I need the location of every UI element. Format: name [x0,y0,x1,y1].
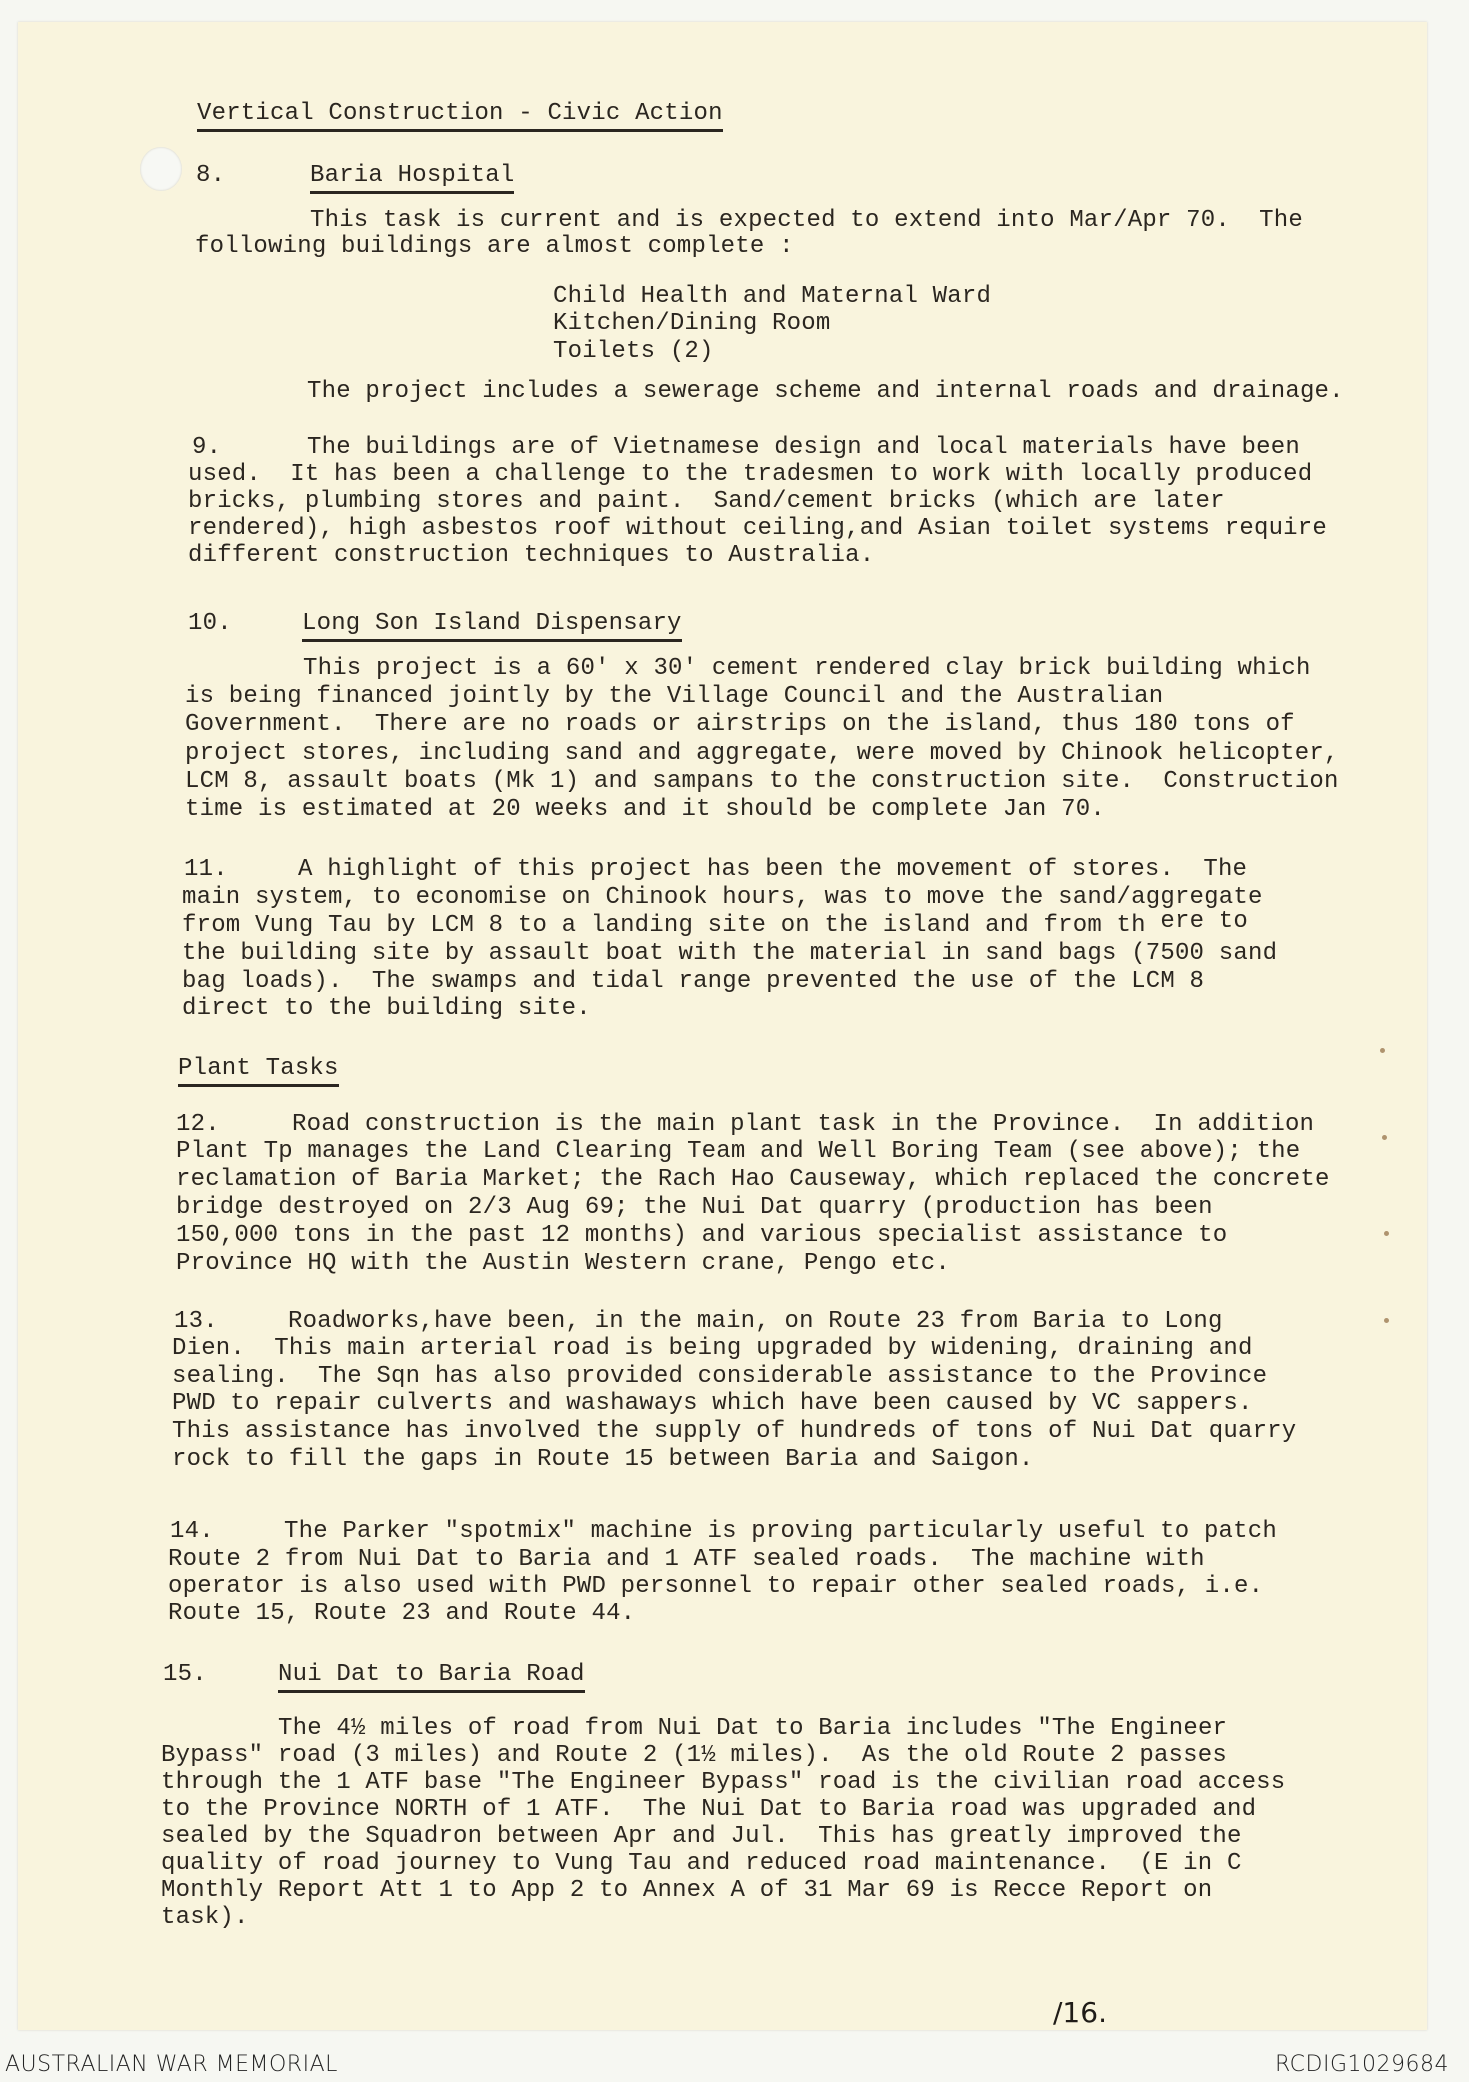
section-heading-vertical-construction: Vertical Construction - Civic Action [197,100,723,132]
paragraph-number: 12. [176,1111,220,1138]
subheading-long-son-island: Long Son Island Dispensary [302,610,682,642]
paragraph-number: 11. [184,856,228,883]
paragraph-line: following buildings are almost complete : [195,233,794,260]
paragraph-line: through the 1 ATF base "The Engineer Bypass" road is the civilian road access [161,1769,1286,1796]
paragraph-line: Route 2 from Nui Dat to Baria and 1 ATF sealed roads. The machine with [168,1546,1205,1573]
paragraph-number: 13. [174,1308,218,1335]
paragraph-number: 9. [192,434,222,461]
paragraph-line: bridge destroyed on 2/3 Aug 69; the Nui Dat quarry (production has been [176,1194,1213,1221]
paragraph-line: Monthly Report Att 1 to App 2 to Annex A of 31 Mar 69 is Recce Report on [161,1877,1213,1904]
paragraph-line: operator is also used with PWD personnel to repair other sealed roads, i.e. [168,1573,1264,1600]
paragraph-line: The 4½ miles of road from Nui Dat to Baria includes "The Engineer [278,1715,1228,1742]
paragraph-line: This task is current and is expected to extend into Mar/Apr 70. The [310,207,1303,234]
paragraph-line: different construction techniques to Australia. [188,542,875,569]
paragraph-text: from Vung Tau by LCM 8 to a landing site on the island and from th [182,912,1146,939]
subheading-nui-dat-to-baria-road: Nui Dat to Baria Road [278,1661,585,1693]
paragraph-line: Roadworks,have been, in the main, on Route 23 from Baria to Long [288,1308,1223,1335]
list-item: Child Health and Maternal Ward [553,283,992,310]
paragraph-line: time is estimated at 20 weeks and it should be complete Jan 70. [185,796,1105,823]
paragraph-line: Bypass" road (3 miles) and Route 2 (1½ miles). As the old Route 2 passes [161,1742,1227,1769]
paragraph-line: bricks, plumbing stores and paint. Sand/cement bricks (which are later [188,488,1225,515]
paragraph-line [182,908,1248,940]
paragraph-line: The buildings are of Vietnamese design and local materials have been [307,434,1300,461]
paragraph-line: task). [161,1904,249,1931]
paragraph-line: The project includes a sewerage scheme and internal roads and drainage. [307,378,1344,405]
paragraph-line: This assistance has involved the supply of hundreds of tons of Nui Dat quarry [172,1418,1297,1445]
paragraph-line: is being financed jointly by the Village Council and the Australian [185,683,1164,710]
paragraph-line: PWD to repair culverts and washaways which have been caused by VC sappers. [172,1390,1253,1417]
paragraph-line: Plant Tp manages the Land Clearing Team and Well Boring Team (see above); the [176,1138,1301,1165]
paragraph-line: Route 15, Route 23 and Route 44. [168,1600,636,1627]
paragraph-line: quality of road journey to Vung Tau and reduced road maintenance. (E in C [161,1850,1242,1877]
paragraph-line: The Parker "spotmix" machine is proving particularly useful to patch [284,1518,1277,1545]
paragraph-line: Government. There are no roads or airstrips on the island, thus 180 tons of [185,711,1295,738]
paragraph-number: 14. [170,1518,214,1545]
paragraph-line: used. It has been a challenge to the tradesmen to work with locally produced [188,461,1313,488]
paragraph-line: Road construction is the main plant task in the Province. In addition [292,1111,1315,1138]
archive-reference: RCDIG1029684 [1274,2052,1449,2077]
paragraph-number: 8. [196,162,226,189]
paragraph-line: 150,000 tons in the past 12 months) and various specialist assistance to [176,1222,1228,1249]
paragraph-line: main system, to economise on Chinook hours, was to move the sand/aggregate [182,884,1263,911]
paragraph-line: Province HQ with the Austin Western crane, Pengo etc. [176,1250,950,1277]
paragraph-line: Dien. This main arterial road is being upgraded by widening, draining and [172,1335,1253,1362]
paragraph-line: project stores, including sand and aggregate, were moved by Chinook helicopter, [185,740,1339,767]
list-item: Toilets (2) [553,338,714,365]
paragraph-line: sealed by the Squadron between Apr and Jul. This has greatly improved the [161,1823,1242,1850]
subheading-baria-hospital: Baria Hospital [310,162,514,194]
paragraph-line: rock to fill the gaps in Route 15 between Baria and Saigon. [172,1446,1034,1473]
paragraph-line: This project is a 60' x 30' cement rendered clay brick building which [303,655,1311,682]
rust-spot [1384,1318,1389,1323]
paragraph-line: the building site by assault boat with the material in sand bags (7500 sand [182,940,1278,967]
paragraph-line: rendered), high asbestos roof without ceiling,and Asian toilet systems require [188,515,1327,542]
inserted-text: ere to [1160,908,1248,935]
paragraph-line: reclamation of Baria Market; the Rach Hao Causeway, which replaced the concrete [176,1166,1330,1193]
punch-hole [140,147,182,191]
paragraph-line: A highlight of this project has been the movement of stores. The [298,856,1248,883]
rust-spot [1382,1135,1387,1140]
page-continuation: /16. [1053,1996,1107,2029]
paragraph-number: 15. [163,1661,207,1688]
archive-name: AUSTRALIAN WAR MEMORIAL [5,2052,338,2077]
rust-spot [1380,1048,1385,1053]
paragraph-line: bag loads). The swamps and tidal range prevented the use of the LCM 8 [182,968,1205,995]
list-item: Kitchen/Dining Room [553,310,831,337]
section-heading-plant-tasks: Plant Tasks [178,1055,339,1087]
paragraph-line: LCM 8, assault boats (Mk 1) and sampans to the construction site. Construction [185,768,1339,795]
paragraph-line: direct to the building site. [182,995,591,1022]
paragraph-number: 10. [188,610,232,637]
rust-spot [1384,1231,1389,1236]
paragraph-line: sealing. The Sqn has also provided considerable assistance to the Province [172,1363,1268,1390]
paragraph-line: to the Province NORTH of 1 ATF. The Nui Dat to Baria road was upgraded and [161,1796,1257,1823]
